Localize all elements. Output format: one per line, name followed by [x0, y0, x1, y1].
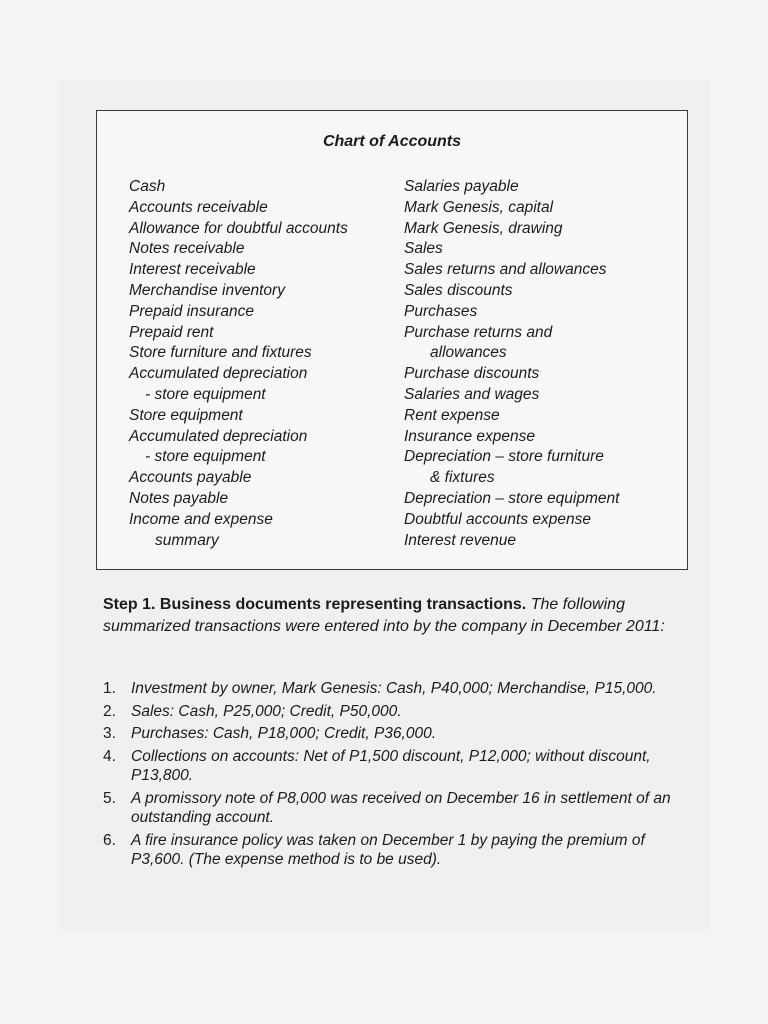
account-item: Purchases [404, 302, 478, 320]
step-heading: Step 1. Business documents representing transactions. [103, 596, 527, 613]
list-item [103, 702, 681, 722]
account-item: Interest revenue [404, 531, 517, 549]
account-item: Mark Genesis, drawing [404, 219, 563, 237]
accounts-right-column [404, 177, 619, 551]
account-item: Rent expense [404, 406, 500, 424]
account-item: - store equipment [145, 448, 266, 466]
account-item: Accounts receivable [129, 198, 268, 216]
account-item: Prepaid rent [129, 323, 214, 341]
accounts-left-column [129, 177, 348, 551]
item-number: 6. [103, 831, 116, 849]
account-item: Depreciation – store furniture [404, 448, 604, 466]
item-text: Investment by owner, Mark Genesis: Cash, P40,000; Merchandise, P15,000. [131, 680, 657, 697]
list-item [103, 679, 681, 699]
account-item: Notes payable [129, 489, 229, 507]
item-text: Purchases: Cash, P18,000; Credit, P36,000. [131, 725, 437, 742]
account-item: Mark Genesis, capital [404, 198, 554, 216]
item-number: 1. [103, 680, 116, 697]
account-item: Accumulated depreciation [129, 427, 308, 445]
account-item: Salaries and wages [404, 385, 540, 403]
account-item: Accounts payable [129, 469, 252, 487]
item-number: 5. [103, 789, 116, 807]
account-item: Cash [129, 178, 166, 195]
account-item: Purchase discounts [404, 365, 540, 383]
account-item: Sales [404, 240, 443, 258]
step-paragraph [103, 594, 681, 638]
list-item [103, 724, 681, 744]
chart-of-accounts-box [96, 110, 688, 570]
account-item: Accumulated depreciation [129, 365, 308, 383]
chart-title: Chart of Accounts [322, 133, 462, 150]
account-item: Doubtful accounts expense [404, 510, 591, 528]
account-item: - store equipment [145, 385, 266, 403]
account-item: Allowance for doubtful accounts [129, 219, 348, 237]
account-item: Insurance expense [404, 427, 535, 445]
account-item: Income and expense [129, 510, 273, 528]
account-item: Sales returns and allowances [404, 261, 607, 279]
item-number: 3. [103, 725, 116, 742]
step-description: The following summarized transactions were entered into by the company in December 2011: [103, 596, 665, 635]
list-item [103, 789, 681, 828]
transaction-list [103, 679, 681, 873]
account-item: Notes receivable [129, 240, 245, 258]
account-item: Merchandise inventory [129, 281, 285, 299]
account-item: Purchase returns and [404, 323, 553, 341]
list-item [103, 747, 681, 786]
account-item: & fixtures [430, 469, 495, 487]
account-item: Salaries payable [404, 178, 519, 195]
account-item: Store equipment [129, 406, 243, 424]
item-text: Collections on accounts: Net of P1,500 discount, P12,000; without discount, P13,800. [131, 747, 651, 784]
item-number: 4. [103, 747, 116, 765]
account-item: Interest receivable [129, 261, 256, 279]
account-item: Depreciation – store equipment [404, 489, 620, 507]
account-item: Prepaid insurance [129, 302, 254, 320]
account-item: Store furniture and fixtures [129, 344, 312, 362]
account-item: allowances [430, 344, 507, 362]
item-text: A promissory note of P8,000 was received on December 16 in settlement of an outstanding account. [131, 789, 671, 826]
item-number: 2. [103, 702, 116, 720]
item-text: A fire insurance policy was taken on December 1 by paying the premium of P3,600. (The expense method is to be used). [131, 831, 645, 868]
list-item [103, 831, 681, 870]
item-text: Sales: Cash, P25,000; Credit, P50,000. [131, 702, 402, 720]
account-item: Sales discounts [404, 281, 513, 299]
account-item: summary [155, 531, 219, 549]
